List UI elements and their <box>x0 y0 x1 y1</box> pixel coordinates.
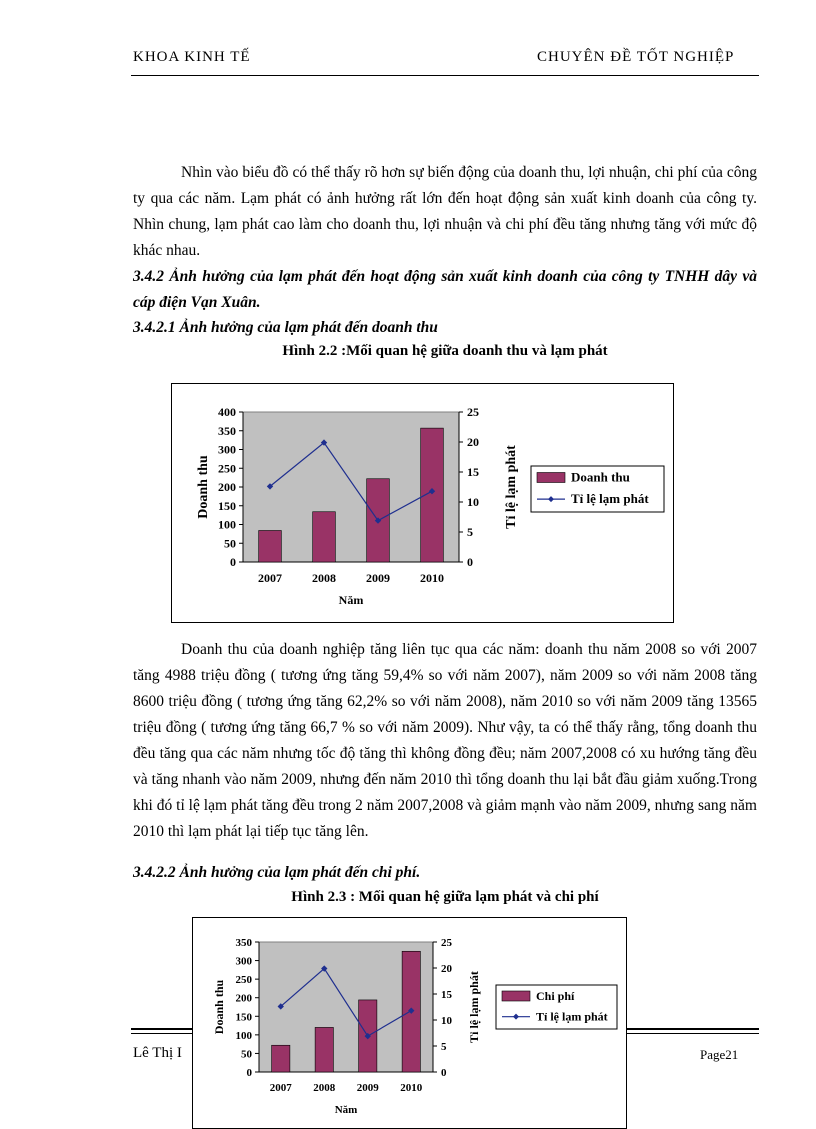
figure-caption-2-3: Hình 2.3 : Mối quan hệ giữa lạm phát và chi phí <box>291 889 599 905</box>
y-axis-title: Doanh thu <box>196 455 211 519</box>
legend-bar-swatch <box>537 473 565 483</box>
bar-2008 <box>315 1027 333 1072</box>
y-axis-title: Doanh thu <box>212 979 226 1035</box>
y-tick-label: 100 <box>235 1029 252 1042</box>
chart-revenue-inflation-svg <box>172 384 673 622</box>
y2-tick-label: 15 <box>441 989 452 1001</box>
y-tick-label: 250 <box>235 974 252 987</box>
y2-tick-label: 25 <box>441 937 452 949</box>
x-tick-label: 2010 <box>400 1082 423 1094</box>
y-tick-label: 50 <box>241 1048 252 1061</box>
y-tick-label: 200 <box>218 480 236 494</box>
y2-tick-label: 5 <box>441 1041 447 1053</box>
header-rule <box>131 75 759 76</box>
y-tick-label: 150 <box>235 1011 252 1024</box>
y2-tick-label: 0 <box>467 555 473 569</box>
section-heading-3-4-2-1: 3.4.2.1 Ảnh hưởng của lạm phát đến doanh thu <box>133 319 438 336</box>
bar-2007 <box>272 1045 290 1072</box>
paragraph-intro: Nhìn vào biểu đồ có thể thấy rõ hơn sự biến động của doanh thu, lợi nhuận, chi phí của công ty qua các năm. Lạm phát có ảnh hưởng rất lớn đến hoạt động sản xuất kinh doanh của công ty. Nhìn chung, lạm phát cao làm cho doanh thu, lợi nhuận và chi phí đều tăng nhưng tăng với mức độ khác nhau. <box>133 164 757 259</box>
x-tick-label: 2007 <box>269 1082 292 1094</box>
legend-label-bar: Chi phí <box>536 989 575 1003</box>
x-tick-label: 2009 <box>356 1082 379 1094</box>
y-tick-label: 300 <box>218 442 236 457</box>
x-tick-label: 2008 <box>313 1082 336 1094</box>
y-tick-label: 0 <box>230 555 236 569</box>
y2-tick-label: 15 <box>467 465 479 479</box>
x-tick-label: 2008 <box>312 571 336 585</box>
legend-label-line: Tỉ lệ lạm phát <box>571 491 649 507</box>
y-tick-label: 100 <box>218 517 236 532</box>
y2-axis-title: Tỉ lệ lạm phát <box>504 445 519 529</box>
header-thesis-title: CHUYÊN ĐỀ TỐT NGHIỆP <box>537 49 735 65</box>
legend-label-line: Tỉ lệ lạm phát <box>536 1009 608 1024</box>
y-tick-label: 300 <box>235 955 252 968</box>
chart-cost-inflation <box>192 917 627 1129</box>
footer-page-number: Page21 <box>700 1047 739 1062</box>
y-tick-label: 50 <box>224 536 236 551</box>
legend-label-bar: Doanh thu <box>571 469 630 485</box>
y2-axis-title: Tỉ lệ lạm phát <box>467 971 481 1043</box>
y-tick-label: 200 <box>235 992 252 1005</box>
header-faculty: KHOA KINH TẾ <box>133 49 251 65</box>
y2-tick-label: 10 <box>467 495 479 509</box>
x-axis-title: Năm <box>338 593 364 607</box>
chart-revenue-inflation <box>171 383 674 623</box>
y-tick-label: 250 <box>218 461 236 476</box>
y-tick-label: 350 <box>235 937 252 949</box>
bar-2008 <box>313 512 336 562</box>
figure-caption-2-2: Hình 2.2 :Mối quan hệ giữa doanh thu và lạm phát <box>282 343 608 359</box>
footer-author: Lê Thị I <box>133 1045 182 1061</box>
chart-cost-inflation-svg <box>193 918 626 1128</box>
y2-tick-label: 20 <box>467 435 479 449</box>
x-tick-label: 2007 <box>258 571 282 585</box>
y2-tick-label: 10 <box>441 1015 452 1027</box>
bar-2007 <box>259 531 282 563</box>
y-tick-label: 150 <box>218 498 236 513</box>
x-tick-label: 2010 <box>420 571 444 585</box>
x-tick-label: 2009 <box>366 571 390 585</box>
section-heading-3-4-2-2: 3.4.2.2 Ảnh hưởng của lạm phát đến chi phí. <box>133 864 421 881</box>
section-heading-3-4-2: 3.4.2 Ảnh hưởng của lạm phát đến hoạt động sản xuất kinh doanh của công ty TNHH dây và cáp điện Vạn Xuân. <box>133 268 757 311</box>
paragraph-revenue-analysis: Doanh thu của doanh nghiệp tăng liên tục qua các năm: doanh thu năm 2008 so với 2007 tăng 4988 triệu đồng ( tương ứng tăng 59,4% so với năm 2007), năm 2009 so với năm 2008 tăng 8600 triệu đồng ( tương ứng tăng 62,2% so với năm 2008), năm 2010 so với năm 2009 tăng 13565 triệu đồng ( tương ứng tăng 66,7 % so với năm 2009). Như vậy, ta có thể thấy rằng, tổng doanh thu đều tăng qua các năm nhưng tốc độ tăng thì không đồng đều; năm 2007,2008 có xu hướng tăng đều và tăng nhanh vào năm 2009, nhưng đến năm 2010 thì tổng doanh thu lại bắt đầu giảm xuống.Trong khi đó tỉ lệ lạm phát tăng đều trong 2 năm 2007,2008 và giảm mạnh vào năm 2009, nhưng sang năm 2010 thì lạm phát lại tiếp tục tăng lên. <box>133 641 757 840</box>
y2-tick-label: 5 <box>467 525 473 539</box>
y2-tick-label: 0 <box>441 1067 447 1079</box>
legend-bar-swatch <box>502 991 530 1001</box>
x-axis-title: Năm <box>334 1104 358 1116</box>
y-tick-label: 0 <box>246 1067 252 1079</box>
y2-tick-label: 25 <box>467 405 479 419</box>
y-tick-label: 350 <box>218 423 236 438</box>
y2-tick-label: 20 <box>441 963 452 975</box>
y-tick-label: 400 <box>218 405 236 419</box>
